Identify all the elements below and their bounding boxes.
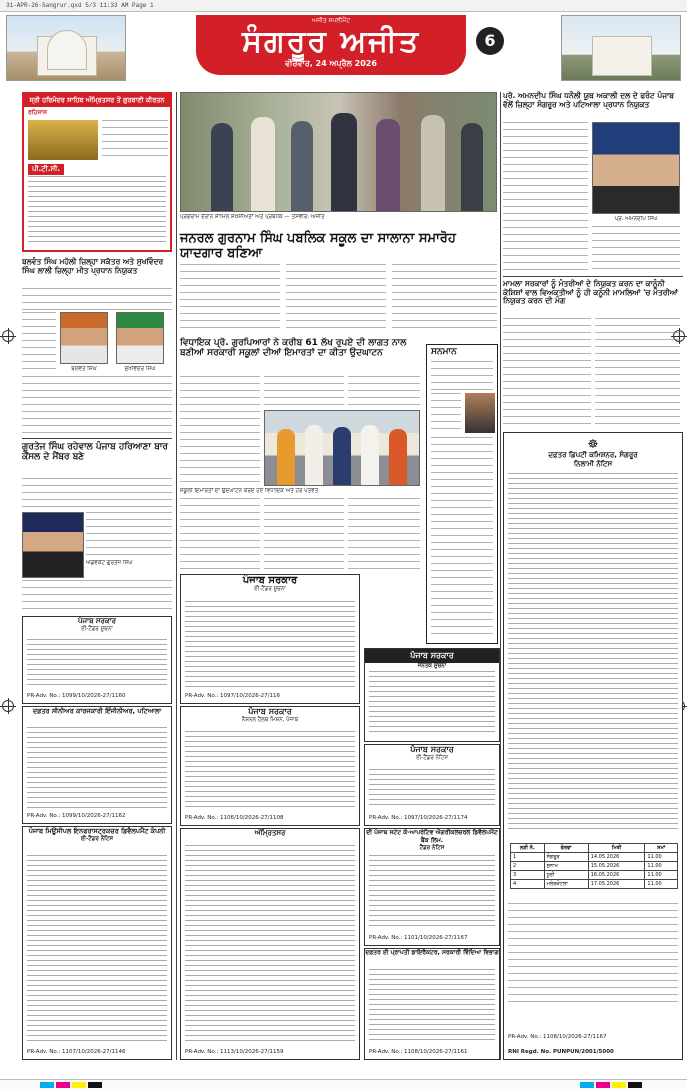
main-headline: ਜਨਰਲ ਗੁਰਨਾਮ ਸਿੰਘ ਪਬਲਿਕ ਸਕੂਲ ਦਾ ਸਾਲਾਨਾ ਸਮਾਰੋਹ ਯਾਦਗਾਰ ਬਣਿਆ <box>180 231 456 261</box>
ad-left-2-body <box>27 727 167 809</box>
masthead-photo-right <box>561 15 681 81</box>
ad-left-1-body <box>27 639 167 689</box>
right-mid-col-1 <box>503 318 591 426</box>
ad-left-3-body <box>27 855 167 1045</box>
ad-ps1-ref: PR-Adv. No.: 1097/10/2026-27/116 <box>185 693 281 699</box>
main-photo-caption: ਪ੍ਰੋਗਰਾਮ ਦੌਰਾਨ ਸ਼ਾਮਿਲ ਸ਼ਖ਼ਸੀਅਤਾਂ ਅਤੇ ਪ੍ਰਬੰਧਕ — ਤਸਵੀਰ: ਅਜੀਤ <box>180 214 325 220</box>
table-row <box>511 862 678 871</box>
ad-ps3-body <box>185 731 355 809</box>
table-header: ਲੜੀ ਨੰ. <box>511 844 545 853</box>
person-shape <box>211 123 233 212</box>
person-shape <box>461 123 483 212</box>
mid-col-5 <box>264 498 344 570</box>
ad-left-3-subtitle: ਈ-ਟੈਂਡਰ ਨੋਟਿਸ <box>80 836 114 842</box>
left-story-2-photo <box>22 512 84 578</box>
ad-left-2-ref: PR-Adv. No.: 1099/10/2026-27/1162 <box>27 813 126 819</box>
table-row <box>511 871 678 880</box>
ad-dc-title: ਦਫ਼ਤਰ ਡਿਪਟੀ ਕਮਿਸ਼ਨਰ, ਸੰਗਰੂਰ <box>548 451 638 459</box>
table-cell: 1 <box>511 853 545 862</box>
registration-mark-icon <box>2 330 14 342</box>
ad-bottom-mid-body <box>369 969 495 1041</box>
ad-mid-low <box>180 828 360 1060</box>
imprint: RNI Regd. No. PUNPUN/2001/5000 <box>508 1049 614 1055</box>
registration-mark-icon <box>2 700 14 712</box>
divider <box>503 276 683 277</box>
mid-col-2 <box>264 376 344 406</box>
ad-ps3-subtitle: ਨੈਸ਼ਨਲ ਹੈਲਥ ਮਿਸ਼ਨ, ਪੰਜਾਬ <box>241 717 299 723</box>
ad-mid-low-ref: PR-Adv. No.: 1113/10/2026-27/1159 <box>185 1049 284 1055</box>
left-story-1-col <box>22 312 56 372</box>
main-col-3 <box>392 264 497 330</box>
ad-left-1-subtitle: ਈ-ਟੈਂਡਰ ਸੂਚਨਾ <box>81 626 113 632</box>
right-mid-col-2 <box>595 318 680 426</box>
mid-col-6 <box>348 498 420 570</box>
left-story-1-body <box>22 376 172 434</box>
column-rule <box>176 92 177 1060</box>
page-number: 6 <box>476 27 504 55</box>
sanman-photo <box>465 393 495 433</box>
print-color-bar <box>0 1079 687 1089</box>
table-row <box>511 844 678 853</box>
table-header: ਸਮਾਂ <box>645 844 678 853</box>
ad-bottom-mid <box>364 948 500 1060</box>
ad-left-3-title: ਪੰਜਾਬ ਮਿਊਂਸੀਪਲ ਇਨਫਰਾਸਟ੍ਰਕਚਰ ਡਿਵੈਲਪਮੈਂਟ ਕੰਪਨੀ <box>28 827 166 835</box>
ad-left-2 <box>22 706 172 824</box>
person-shape <box>291 121 313 212</box>
sanman-text-3 <box>431 437 493 637</box>
sanman-box <box>426 344 498 644</box>
table-header: ਮਿਤੀ <box>588 844 645 853</box>
ad-ps3-ref: PR-Adv. No.: 1106/10/2026-27/1108 <box>185 815 284 821</box>
ad-mid-low-title: ਅੰਮ੍ਰਿਤਸਰ <box>254 829 286 837</box>
ad-bottom-mid-title: ਦਫ਼ਤਰ ਈ ਪ੍ਰਾਪਤੀ ਡਾਇਰੈਕਟਰ, ਸਰਕਾਰੀ ਵਿੱਦਿਆ ਵਿਭਾਗ <box>365 949 499 956</box>
table-cell: 15.05.2026 <box>588 862 645 871</box>
ad-punjab-badge <box>364 648 500 742</box>
ad-left-1-ref: PR-Adv. No.: 1099/10/2026-27/1160 <box>27 693 126 699</box>
ad-punjab-sarkar-2 <box>364 744 500 826</box>
table-cell: 11.00 <box>645 853 678 862</box>
title-box <box>196 15 466 75</box>
table-row <box>511 853 678 862</box>
swatch-cyan <box>580 1082 594 1088</box>
left-story-2-col <box>86 512 172 558</box>
person-shape <box>333 427 351 486</box>
table-cell: 17.05.2026 <box>588 880 645 889</box>
mid-story-caption: ਸਕੂਲੀ ਇਮਾਰਤਾਂ ਦਾ ਉਦਘਾਟਨ ਕਰਦੇ ਹੋਏ ਵਿਧਾਇਕ ਅਤੇ ਹੋਰ ਪਤਵੰਤੇ <box>180 488 319 494</box>
person-shape <box>305 425 323 486</box>
ad-dc-sangrur <box>503 432 683 1060</box>
left-story-1-headline: ਬਲਵੰਤ ਸਿੰਘ ਮਹੋਲੀ ਜ਼ਿਲ੍ਹਾ ਸਕੱਤਰ ਅਤੇ ਸੁਖਵਿੰਦਰ ਸਿੰਘ ਲਾਲੀ ਜ਼ਿਲ੍ਹਾ ਮੀਤ ਪ੍ਰਧਾਨ ਨਿਯੁਕਤ <box>22 257 164 275</box>
left-story-1-photo-1 <box>60 312 108 364</box>
ad-ps2-ref: PR-Adv. No.: 1097/10/2026-27/1174 <box>369 815 468 821</box>
ad-kirtan-heading: ਸ੍ਰੀ ਹਰਿਮੰਦਰ ਸਾਹਿਬ ਅੰਮ੍ਰਿਤਸਰ ਤੋਂ ਗੁਰਬਾਣੀ ਕੀਰਤਨ <box>24 94 170 107</box>
supplement-label: ਅਜੀਤ ਸਪਲੀਮੈਂਟ <box>311 17 351 24</box>
swatch-black <box>628 1082 642 1088</box>
table-cell: 11.00 <box>645 862 678 871</box>
right-top-portrait-caption: ਪ੍ਰੋ. ਅਮਨਦੀਪ ਸਿੰਘ <box>614 216 658 222</box>
right-top-headline: ਪ੍ਰੋ. ਅਮਨਦੀਪ ਸਿੰਘ ਧਨੌਲੀ ਯੂਥ ਅਕਾਲੀ ਦਲ ਦੇ ਫਰੰਟ ਪੰਜਾਬ ਵੱਲੋਂ ਜ਼ਿਲ੍ਹਾ ਸੰਗਰੂਰ ਅਤੇ ਪਟਿਆਲਾ ਪ੍ਰਧਾਨ ਨਿਯੁਕਤ <box>503 91 674 109</box>
swatch-yellow <box>612 1082 626 1088</box>
ad-dc-table <box>510 843 678 889</box>
table-row <box>511 880 678 889</box>
table-header: ਵੇਰਵਾ <box>544 844 588 853</box>
ad-punjab-sarkar-1 <box>180 574 360 704</box>
print-slug: 31-APR-26-Sangrur.qxd 5/3 11:33 AM Page 1 <box>0 0 687 12</box>
left-story-1-intro <box>22 288 172 310</box>
person-shape <box>331 113 357 212</box>
main-col-2 <box>286 264 386 330</box>
left-story-2-headline: ਗੁਰਤੇਜ ਸਿੰਘ ਰਹੇਵਾਲ ਪੰਜਾਬ ਹਰਿਆਣਾ ਬਾਰ ਕੌਂਸਲ ਦੇ ਮੈਂਬਰ ਬਣੇ <box>22 442 169 463</box>
swatch-black <box>88 1082 102 1088</box>
table-cell: 4 <box>511 880 545 889</box>
person-shape <box>421 115 445 212</box>
right-top-col-1 <box>503 122 588 272</box>
ad-dc-ref: PR-Adv. No.: 1108/10/2026-27/1167 <box>508 1034 607 1040</box>
ad-bottom-mid-ref: PR-Adv. No.: 1108/10/2026-27/1161 <box>369 1049 468 1055</box>
mid-story-photo <box>264 410 420 486</box>
swatch-magenta <box>56 1082 70 1088</box>
mid-col-4 <box>180 498 260 570</box>
left-story-2-intro <box>22 478 172 508</box>
ad-punjab-sarkar-3 <box>180 706 360 826</box>
swatch-yellow <box>72 1082 86 1088</box>
ad-coop-subtitle: ਟੈਂਡਰ ਨੋਟਿਸ <box>419 845 445 851</box>
right-mid-headline: ਮਾਮਲਾ ਸਰਕਾਰਾਂ ਨੂੰ ਮੰਤਰੀਆਂ ਦੇ ਨਿਯੁਕਤ ਕਰਨ ਦਾ ਕਾਨੂੰਨੀ ਕੋਸ਼ਿਸ਼ਾਂ ਵਾਲ ਵਿਅਕਤੀਆਂ ਨੂੰ ਹੀ ਕਨੂੰਨੀ ਮਾਮਲਿਆਂ 'ਚ ਮੰਤਰੀਆਂ ਨਿਯੁਕਤ ਕਰਨ ਦੀ ਮੰਗ <box>503 279 678 306</box>
ad-ps2-title: ਪੰਜਾਬ ਸਰਕਾਰ <box>410 745 454 754</box>
ad-left-3-ref: PR-Adv. No.: 1107/10/2026-27/1146 <box>27 1049 126 1055</box>
person-shape <box>389 429 407 486</box>
ad-badge-title: ਪੰਜਾਬ ਸਰਕਾਰ <box>365 649 499 663</box>
mid-story-headline: ਵਿਧਾਇਕ ਪ੍ਰੋ. ਗੁਰਪਿਆਰਾਂ ਨੇ ਕਰੀਬ 61 ਲੱਖ ਰੁਪਏ ਦੀ ਲਾਗਤ ਨਾਲ ਬਣੀਆਂ ਸਰਕਾਰੀ ਸਕੂਲਾਂ ਦੀਆਂ ਇਮਾਰਤਾਂ ਦਾ ਕੀਤਾ ਉਦਘਾਟਨ <box>180 338 407 359</box>
ad-dc-footer-text <box>508 903 678 1003</box>
left-story-1-photo-2 <box>116 312 164 364</box>
sanman-text-1 <box>431 361 493 391</box>
ad-ps1-line: ਈ-ਟੈਂਡਰ ਸੂਚਨਾ <box>254 586 286 592</box>
dome-shape <box>47 30 87 70</box>
left-story-2-caption: ਐਡਵੋਕੇਟ ਗੁਰਤੇਜ ਸਿੰਘ <box>86 560 133 566</box>
ad-kirtan-text <box>102 120 168 160</box>
ad-ps3-title: ਪੰਜਾਬ ਸਰਕਾਰ <box>248 707 292 716</box>
masthead-photo-left <box>6 15 126 81</box>
swatch-magenta <box>596 1082 610 1088</box>
right-top-portrait <box>592 122 680 214</box>
table-cell: 3 <box>511 871 545 880</box>
table-cell: ਸੰਗਰੂਰ <box>544 853 588 862</box>
divider <box>22 438 172 439</box>
table-cell: ਮਲੇਰਕੋਟਲਾ <box>544 880 588 889</box>
left-story-1-cap-1: ਬਲਵੰਤ ਸਿੰਘ <box>71 366 97 372</box>
table-cell: 14.05.2026 <box>588 853 645 862</box>
swatch-cyan <box>40 1082 54 1088</box>
column-rule <box>500 92 501 1060</box>
paper-title: ਸੰਗਰੂਰ ਅਜੀਤ <box>241 24 421 59</box>
ad-co-op <box>364 828 500 946</box>
sanman-headline: ਸਨਮਾਨ <box>431 347 457 357</box>
issue-date: ਵੀਰਵਾਰ, 24 ਅਪ੍ਰੈਲ 2026 <box>285 59 377 68</box>
ad-ps2-subtitle: ਈ-ਟੈਂਡਰ ਨੋਟਿਸ <box>416 755 448 761</box>
ad-coop-title: ਦੀ ਪੰਜਾਬ ਸਟੇਟ ਕੋ-ਆਪਰੇਟਿਵ ਐਗਰੀਕਲਚਰਲ ਡਿਵੈਲਪਮੈਂਟ ਬੈਂਕ ਲਿਮ. <box>366 829 498 844</box>
ad-kirtan-channel: ਪੀ.ਟੀ.ਸੀ. <box>28 164 64 175</box>
left-story-1-cap-2: ਸੁਖਵਿੰਦਰ ਸਿੰਘ <box>124 366 156 372</box>
table-cell: 2 <box>511 862 545 871</box>
ad-kirtan-schedule <box>28 176 166 246</box>
right-top-col-2 <box>592 226 680 272</box>
ad-ps2-body <box>369 769 495 809</box>
table-cell: 11.00 <box>645 880 678 889</box>
emblem-icon: ☸ <box>587 437 599 451</box>
masthead <box>0 13 687 83</box>
ad-ps1-title: ਪੰਜਾਬ ਸਰਕਾਰ <box>242 575 298 586</box>
ad-mid-low-body <box>185 845 355 1041</box>
ad-kirtan <box>22 92 172 252</box>
table-cell: 16.05.2026 <box>588 871 645 880</box>
building-shape <box>592 36 652 76</box>
sanman-text-2 <box>431 393 461 433</box>
person-shape <box>376 119 400 212</box>
table-cell: ਸੁਨਾਮ <box>544 862 588 871</box>
ad-ps1-body <box>185 601 355 687</box>
ad-badge-subtitle: ਜਨਤਕ ਸੂਚਨਾ <box>417 663 447 669</box>
person-shape <box>251 117 275 212</box>
ad-coop-ref: PR-Adv. No.: 1101/10/2026-27/1167 <box>369 935 468 941</box>
person-shape <box>277 429 295 486</box>
ad-dc-body <box>508 473 678 833</box>
ad-left-2-title: ਦਫ਼ਤਰ ਸੀਨੀਅਰ ਕਾਰਜਕਾਰੀ ਇੰਜੀਨੀਅਰ, ਪਟਿਆਲਾ <box>32 707 162 715</box>
ad-kirtan-sub: ਰਹਿਸਾਸ <box>28 109 48 116</box>
main-col-1 <box>180 264 280 330</box>
main-story-photo <box>180 92 497 212</box>
mid-col-1 <box>180 376 260 486</box>
table-cell: ਧੂਰੀ <box>544 871 588 880</box>
golden-temple-image <box>28 120 98 160</box>
left-story-2-body <box>22 580 172 610</box>
table-cell: 11.00 <box>645 871 678 880</box>
person-shape <box>361 425 379 486</box>
ad-dc-subtitle: ਨਿਲਾਮੀ ਨੋਟਿਸ <box>573 460 613 468</box>
ad-left-1-title: ਪੰਜਾਬ ਸਰਕਾਰ <box>77 617 116 625</box>
ad-left-1 <box>22 616 172 704</box>
ad-left-3 <box>22 826 172 1060</box>
ad-badge-body <box>369 671 495 735</box>
ad-coop-body <box>369 855 495 929</box>
